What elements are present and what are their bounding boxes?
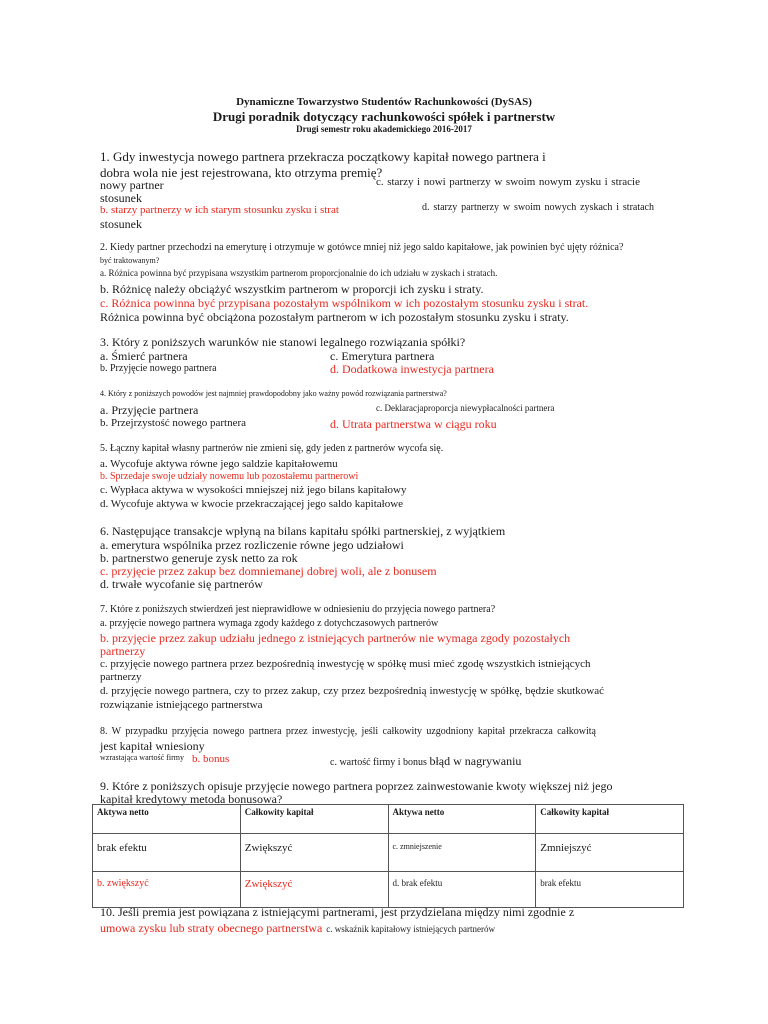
q6-option-c: c. przyjęcie przez zakup bez domniemanej dobrej woli, ale z bonusem xyxy=(100,564,437,578)
q7-option-b-line2: partnerzy xyxy=(100,644,146,658)
q2-option-d: Różnica powinna być obciążona pozostałym partnerom w ich pozostałym stosunku zysku i straty. xyxy=(100,310,569,324)
q8-option-b: b. bonus xyxy=(192,753,230,765)
q1-option-b: b. starzy partnerzy w ich starym stosunku zysku i strat xyxy=(100,204,339,216)
q3-option-d: d. Dodatkowa inwestycja partnera xyxy=(330,362,494,376)
table-header-cell: Aktywa netto xyxy=(93,805,241,834)
q3-text: 3. Który z poniższych warunków nie stanowi legalnego rozwiązania spółki? xyxy=(100,335,466,349)
q5-option-a: a. Wycofuje aktywa równe jego saldzie kapitałowemu xyxy=(100,458,338,470)
document-subtitle: Drugi semestr roku akademickiego 2016-2017 xyxy=(296,124,472,134)
table-cell: Zmniejszyć xyxy=(536,834,684,872)
q9-answer-table xyxy=(92,804,684,908)
q1-option-d: d. starzy partnerzy w swoim nowych zyskach i stratach xyxy=(422,202,654,213)
q7-option-a: a. przyjęcie nowego partnera wymaga zgody każdego z dotychczasowych partnerów xyxy=(100,618,439,629)
q2-option-b: b. Różnicę należy obciążyć wszystkim partnerom w proporcji ich zysku i straty. xyxy=(100,282,484,296)
q1-option-a: nowy partner xyxy=(100,178,164,192)
table-header-cell: Całkowity kapitał xyxy=(536,805,684,834)
q4-option-b: b. Przejrzystość nowego partnera xyxy=(100,417,247,429)
table-cell: d. brak efektu xyxy=(388,872,536,908)
q5-option-c: c. Wypłaca aktywa w wysokości mniejszej niż jego bilans kapitałowy xyxy=(100,484,407,496)
q8-text-line1: 8. W przypadku przyjęcia nowego partnera przez inwestycję, jeśli całkowity uzgodniony kapitał przekracza całkowitą xyxy=(100,726,596,737)
q8-option-c-label: c. wartość firmy i bonus xyxy=(330,757,427,768)
q8-option-c xyxy=(330,755,521,768)
q10-text: 10. Jeśli premia jest powiązana z istniejącymi partnerami, jest przydzielana między nimi zgodnie z xyxy=(100,905,575,919)
q1-option-d-cont: stosunek xyxy=(100,217,142,231)
table-cell: brak efektu xyxy=(93,834,241,872)
q9-text-line2: kapitał kredytowy metoda bonusowa? xyxy=(100,792,283,806)
table-header-row xyxy=(93,805,684,834)
q2-text-line1: 2. Kiedy partner przechodzi na emeryturę i otrzymuje w gotówce mniej niż jego saldo kapitałowe, jak powinien być ujęty różnica? xyxy=(100,242,624,253)
q9-text-line1: 9. Które z poniższych opisuje przyjęcie nowego partnera poprzez zainwestowanie kwoty większej niż jego xyxy=(100,779,613,793)
q7-option-c-line1: c. przyjęcie nowego partnera przez bezpośrednią inwestycję w spółkę musi mieć zgodę wszystkich istniejących xyxy=(100,658,591,670)
q6-option-b: b. partnerstwo generuje zysk netto za rok xyxy=(100,551,298,565)
q1-option-c: c. starzy i nowi partnerzy w swoim nowym zysku i stracie xyxy=(376,176,640,188)
q7-option-b-line1: b. przyjęcie przez zakup udziału jednego z istniejących partnerów nie wymaga zgody pozostałych xyxy=(100,631,571,645)
q4-option-d: d. Utrata partnerstwa w ciągu roku xyxy=(330,417,497,431)
table-cell: brak efektu xyxy=(536,872,684,908)
table-header-cell: Całkowity kapitał xyxy=(240,805,388,834)
q2-text-line2: być traktowanym? xyxy=(100,256,160,265)
q10-option-c: c. wskaźnik kapitałowy istniejących partnerów xyxy=(326,924,495,934)
q6-option-d: d. trwałe wycofanie się partnerów xyxy=(100,577,263,591)
q7-option-d-line2: rozwiązanie istniejącego partnerstwa xyxy=(100,699,263,711)
table-cell: c. zmniejszenie xyxy=(388,834,536,872)
document-title: Drugi poradnik dotyczący rachunkowości spółek i partnerstw xyxy=(212,109,556,124)
q7-option-c-line2: partnerzy xyxy=(100,671,142,683)
q7-option-d-line1: d. przyjęcie nowego partnera, czy to przez zakup, czy przez bezpośrednią inwestycję w spółkę, będzie skutkować xyxy=(100,685,604,697)
q1-text-line1: 1. Gdy inwestycja nowego partnera przekracza początkowy kapitał nowego partnera i xyxy=(100,149,546,164)
table-cell: Zwiększyć xyxy=(240,834,388,872)
q5-option-b: b. Sprzedaje swoje udziały nowemu lub pozostałemu partnerowi xyxy=(100,471,359,482)
table-cell: Zwiększyć xyxy=(240,872,388,908)
q4-option-c: c. Deklaracjaproporcja niewypłacalności partnera xyxy=(376,403,555,413)
q3-option-c: c. Emerytura partnera xyxy=(330,349,435,363)
table-row xyxy=(93,872,684,908)
q1-option-c-cont: stosunek xyxy=(100,191,142,205)
q6-text: 6. Następujące transakcje wpłyną na bilans kapitału spółki partnerskiej, z wyjątkiem xyxy=(100,524,506,538)
q3-option-b: b. Przyjęcie nowego partnera xyxy=(100,363,217,374)
q2-option-c: c. Różnica powinna być przypisana pozostałym wspólnikom w ich pozostałym stosunku zysku i strat. xyxy=(100,296,589,310)
document-org: Dynamiczne Towarzystwo Studentów Rachunkowości (DySAS) xyxy=(236,96,532,108)
table-row xyxy=(93,834,684,872)
q6-option-a: a. emerytura wspólnika przez rozliczenie równe jego udziałowi xyxy=(100,538,404,552)
q4-text: 4. Który z poniższych powodów jest najmniej prawdopodobny jako ważny powód rozwiązania partnerstwa? xyxy=(100,389,447,398)
q10-options xyxy=(100,920,495,936)
q10-option-b: umowa zysku lub straty obecnego partnerstwa xyxy=(100,921,323,935)
q5-text: 5. Łączny kapitał własny partnerów nie zmieni się, gdy jeden z partnerów wycofa się. xyxy=(100,443,444,454)
q8-option-a: wzrastająca wartość firmy xyxy=(100,753,184,762)
q3-option-a: a. Śmierć partnera xyxy=(100,349,188,363)
q1-text-line2: dobra wola nie jest rejestrowana, kto otrzyma premię? xyxy=(100,165,383,180)
q4-option-a: a. Przyjęcie partnera xyxy=(100,403,199,417)
q8-text-line2: jest kapitał wniesiony xyxy=(100,739,205,753)
q2-option-a: a. Różnica powinna być przypisana wszystkim partnerom proporcjonalnie do ich udziału w zyskach i stratach. xyxy=(100,268,498,278)
q5-option-d: d. Wycofuje aktywa w kwocie przekraczającej jego saldo kapitałowe xyxy=(100,498,404,510)
table-cell: b. zwiększyć xyxy=(93,872,241,908)
q7-text: 7. Które z poniższych stwierdzeń jest nieprawidłowe w odniesieniu do przyjęcia nowego partnera? xyxy=(100,604,496,615)
q8-option-d: błąd w nagrywaniu xyxy=(429,754,522,768)
table-header-cell: Aktywa netto xyxy=(388,805,536,834)
